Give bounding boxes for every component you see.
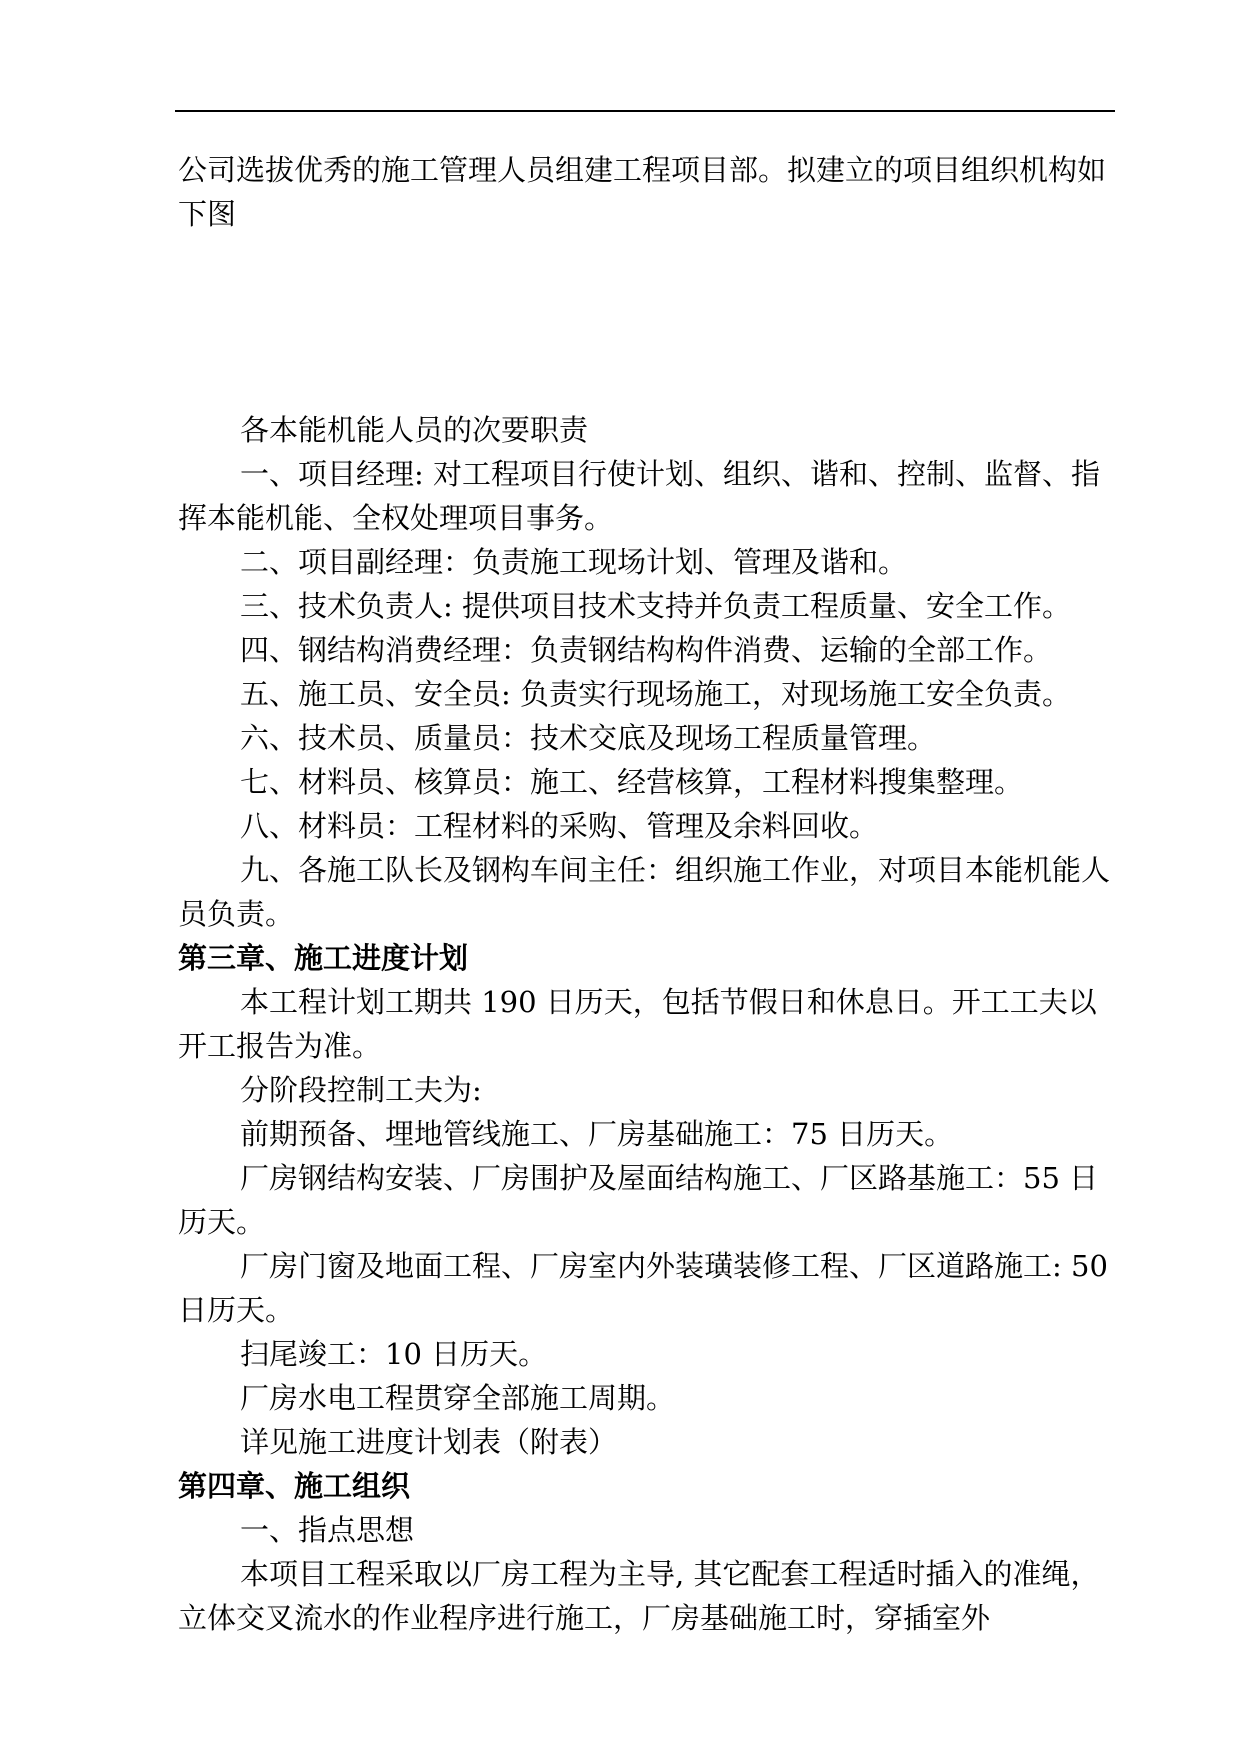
duty-item: 三、技术负责人: 提供项目技术支持并负责工程质量、安全工作。	[240, 589, 1071, 623]
duty-item: 四、钢结构消费经理：负责钢结构构件消费、运输的全部工作。	[240, 633, 1053, 667]
duty-item: 一、项目经理: 对工程项目行使计划、组织、谐和、控制、监督、指挥本能机能、全权处理项目事务。	[178, 457, 1100, 535]
document-body	[178, 148, 1115, 1640]
duty-item: 六、技术员、质量员：技术交底及现场工程质量管理。	[240, 721, 937, 755]
chapter3-paragraph: 前期预备、埋地管线施工、厂房基础施工：75 日历天。	[240, 1117, 954, 1151]
chapter4-heading: 第四章、施工组织	[178, 1469, 411, 1503]
chapter3-paragraph: 厂房钢结构安装、厂房围护及屋面结构施工、厂区路基施工：55 日历天。	[178, 1161, 1099, 1239]
chapter4-paragraph: 本项目工程采取以厂房工程为主导, 其它配套工程适时插入的准绳，立体交叉流水的作业程序进行施工，厂房基础施工时，穿插室外	[178, 1557, 1100, 1635]
duty-item: 八、材料员：工程材料的采购、管理及余料回收。	[240, 809, 879, 843]
chapter3-paragraph: 厂房门窗及地面工程、厂房室内外装璜装修工程、厂区道路施工: 50 日历天。	[178, 1249, 1108, 1327]
chapter4-paragraph: 一、指点思想	[240, 1513, 415, 1547]
intro-paragraph: 公司选拔优秀的施工管理人员组建工程项目部。拟建立的项目组织机构如下图	[178, 153, 1107, 231]
chapter3-heading: 第三章、施工进度计划	[178, 941, 469, 975]
header-rule	[175, 110, 1115, 112]
duty-item: 七、材料员、核算员：施工、经营核算，工程材料搜集整理。	[240, 765, 1024, 799]
chapter3-paragraph: 本工程计划工期共 190 日历天，包括节假日和休息日。开工工夫以开工报告为准。	[178, 985, 1097, 1063]
duty-item: 二、项目副经理：负责施工现场计划、管理及谐和。	[240, 545, 908, 579]
chapter3-paragraph: 扫尾竣工：10 日历天。	[240, 1337, 548, 1371]
chapter3-paragraph: 详见施工进度计划表（附表）	[240, 1425, 618, 1459]
chapter3-paragraph: 分阶段控制工夫为:	[240, 1073, 482, 1107]
duty-item: 五、施工员、安全员: 负责实行现场施工，对现场施工安全负责。	[240, 677, 1071, 711]
chapter3-paragraph: 厂房水电工程贯穿全部施工周期。	[240, 1381, 676, 1415]
org-chart-placeholder	[178, 236, 1115, 408]
duties-title: 各本能机能人员的次要职责	[240, 413, 589, 447]
duty-item: 九、各施工队长及钢构车间主任：组织施工作业，对项目本能机能人员负责。	[178, 853, 1111, 931]
